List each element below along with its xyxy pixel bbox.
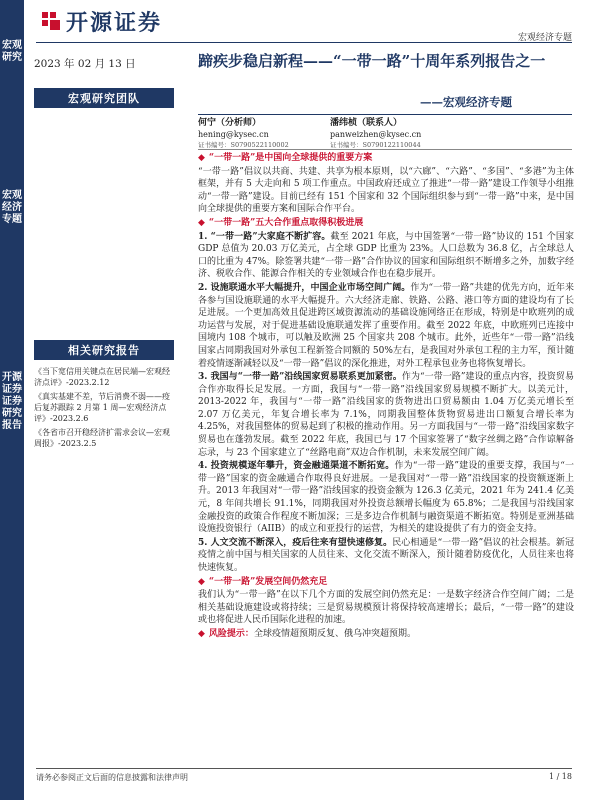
section-heading: ◆ “一带一路”发展空间仍然充足 [198, 576, 328, 587]
section-heading: ◆ “一带一路”是中国向全球提供的重要方案 [198, 153, 373, 163]
related-report-item[interactable]: 《当下宽信用关键点在居民端—宏观经济点评》-2023.2.12 [34, 367, 170, 387]
related-report-item[interactable]: 《真实基建不差，节后消费不弱——疫后复苏跟踪 2 月第 1 周—宏观经济点评》-2023.2.6 [34, 392, 170, 423]
paragraph: 5. 人文交流不断深入，疫后往来有望快速修复。民心相通是“一带一路”倡议的社会根基。新冠疫情之前中国与相关国家的人员往来、文化交流不断深入，预计随着防疫优化，人员往来也将快速恢复。 [198, 537, 574, 573]
page-number: 1 / 18 [548, 772, 572, 781]
strip-label-top: 宏观研究 [2, 40, 22, 63]
subsection-title: 2. 设施联通水平大幅提升，中国企业市场空间广阔。 [198, 282, 411, 293]
subsection-title: 1. “一带一路”大家庭不断扩容。 [198, 231, 331, 242]
report-date: 2023 年 02 月 13 日 [34, 58, 136, 70]
author-block [330, 118, 421, 150]
risk-warning: ◆ 风险提示：全球疫情超预期反复、俄乌冲突超预期。 [198, 628, 416, 639]
subsection-title: 5. 人文交流不断深入，疫后往来有望快速修复。 [198, 537, 393, 548]
footer-disclaimer: 请务必参阅正文后面的信息披露和法律声明 [36, 773, 188, 782]
report-body [198, 152, 574, 642]
paragraph: 4. 投资规模逐年攀升，资金融通渠道不断拓宽。作为“一带一路”建设的重要支撑，我国与“一带一路”国家的资金融通合作取得良好进展。一是我国对“一带一路”沿线国家的投资额逐渐上升。2013 年我国对“一带一路”沿线国家的投资金额为 126.3 亿美元，2021 年为 241.4 亿美元，8 年间共增长 91.1%，同期我国对外投资总额增长幅度为 65.8%；二是我国与沿线国家金融投资的政策合作程度不断加深；三是多边合作机制与融资渠道不断拓宽。特别是亚洲基础设施投资银行（AIIB）的成立和亚投行的运营，为相关的建设提供了有力的资金支持。 [198, 461, 574, 535]
diamond-bullet-icon: ◆ [198, 576, 205, 587]
strip-label-bottom: 开源证券 证券研究报告 [2, 372, 22, 431]
related-reports-list [34, 366, 176, 452]
author-email[interactable]: panweizhen@kysec.cn [330, 130, 422, 139]
paragraph: 3. 我国与“一带一路”沿线国家贸易联系更加紧密。作为“一带一路”建设的重点内容，投资贸易合作亦取得长足发展。一方面，我国与“一带一路”沿线国家贸易规模不断扩大。以美元计，2013-2022 年，我国与“一带一路”沿线国家的货物进出口贸易额由 1.04 万亿美元增长至 2.07 万亿美元，年复合增长率为 7.1%，同期我国整体货物贸易进出口额复合增长率为 4.25%，对我国整体的贸易起到了积极的推动作用。另一方面我国与“一带一路”沿线国家数字贸易也在蓬勃发展。截至 2022 年底，我国已与 17 个国家签署了“数字丝绸之路”合作谅解备忘录，与 23 个国家建立了“丝路电商”双边合作机制，未来发展空间广阔。 [198, 372, 574, 458]
logo-text: 开源证券 [66, 10, 163, 36]
subsection-title: 3. 我国与“一带一路”沿线国家贸易联系更加紧密。 [198, 372, 402, 383]
title-divider [198, 114, 572, 115]
logo [40, 6, 162, 36]
author-cert: 证书编号：S0790122110044 [330, 141, 421, 149]
paragraph: 1. “一带一路”大家庭不断扩容。截至 2021 年底，与中国签署“一带一路”协议的 151 个国家 GDP 总值为 20.03 万亿美元，占全球 GDP 比重为 23%。人口总数为 36.8 亿，占全球总人口的比重为 47%。除签署共建“一带一路”合作协议的国家和国际组织不断增多之外，加数字经济、税收合作、能源合作相关的专业领域合作也在稳步展开。 [198, 231, 574, 280]
report-title: 蹄疾步稳启新程——“一带一路”十周年系列报告之一 [198, 52, 546, 70]
report-type-label: 宏观经济专题 [517, 33, 572, 43]
author-email[interactable]: hening@kysec.cn [198, 130, 269, 139]
author-divider [198, 149, 572, 150]
logo-mark-icon [40, 10, 62, 32]
report-subtitle: ——宏观经济专题 [420, 95, 512, 109]
paragraph: 我们认为“一带一路”在以下几个方面的发展空间仍然充足：一是数字经济合作空间广阔；二是相关基础设施建设或将持续；三是贸易规模预计将保持较高速增长；最后，“一带一路”的建设或也将促进人民币国际化进程的加速。 [198, 590, 574, 626]
subsection-title: 4. 投资规模逐年攀升，资金融通渠道不断拓宽。 [198, 461, 395, 472]
footer-divider [36, 768, 572, 769]
section-heading: ◆ “一带一路”五大合作重点取得积极进展 [198, 217, 364, 228]
paragraph: 2. 设施联通水平大幅提升，中国企业市场空间广阔。作为“一带一路”共建的优先方向，近年来各参与国设施联通的水平大幅提升。六大经济走廊、铁路、公路、港口等方面的建设均有了长足进展。一个更加高效且促进跨区域资源流动的基础设施网络正在形成，特别是中欧班列的成功运营与发展，对于促进基础设施联通发挥了重要作用。截至 2022 年底，中欧班列已连接中国境内 108 个城市，可以触及欧洲 25 个国家共 208 个城市。此外，近些年“一带一路”沿线国家占同期我国对外承包工程新签合同额的 50%左右，是我国对外承包工程的主力军，预计随着疫情逐渐减轻以及“一带一路”倡议的深化推进，对外工程承包业务也将恢复增长。 [198, 282, 574, 369]
team-label: 宏观研究团队 [34, 88, 174, 108]
author-cert: 证书编号：S0790522110002 [198, 141, 289, 149]
author-name: 潘纬桢（联系人） [330, 118, 403, 128]
related-report-item[interactable]: 《各省市召开稳经济扩需求会议—宏观周报》-2023.2.5 [34, 428, 170, 448]
author-name: 何宁（分析师） [198, 118, 262, 128]
strip-label-middle: 宏观经济专题 [2, 190, 22, 225]
diamond-bullet-icon: ◆ [198, 217, 205, 228]
diamond-bullet-icon: ◆ [198, 153, 205, 163]
diamond-bullet-icon: ◆ [198, 628, 205, 639]
author-block [198, 118, 289, 150]
header-divider [36, 42, 572, 43]
paragraph: “一带一路”倡议以共商、共建、共享为根本原则，以“六廊”、“六路”、“多国”、“多港”为主体框架，并有 5 大走向和 5 项工作重点。中国政府还成立了推进“一带一路”建设工作领导小组推动“一带一路”建设。目前已经有 151 个国家和 32 个国际组织参与到“一带一路”中来，是中国向全球提供的重要方案和国际合作平台。 [198, 166, 574, 215]
related-reports-title: 相关研究报告 [34, 340, 174, 360]
